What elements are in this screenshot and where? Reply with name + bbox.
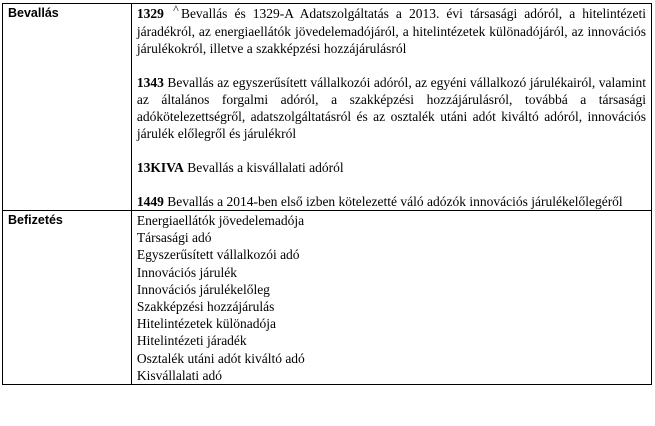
entry-text: Bevallás az egyszerűsített vállalkozói adóról, az egyéni vállalkozó járulékairól, valamint az általános forgalmi adóról, a szakképzési hozzájárulásról, továbbá a társasági adókötelezettségről, adatszolgáltatásról és az osztalék utáni adót kiváltó adóról, innovációs járulék előlegről és járulékról xyxy=(136,75,646,141)
row-label: Bevallás xyxy=(3,4,132,211)
payment-item: Szakképzési hozzájárulás xyxy=(136,299,275,315)
entry-text: Bevallás és 1329-A Adatszolgáltatás a 2013. évi társasági adóról, a hitelintézeti járadékról, az energiaellátók jövedelemadójáról, a hitelintézetek különadójáról, az innovációs járulékokról, illetve a szakképzési hozzájárulásról xyxy=(136,6,647,56)
entry-code: 13KIVA xyxy=(136,160,184,175)
entry-text: Bevallás a 2014-ben első izben kötelezetté váló adózók innovációs járulékelőlegéről xyxy=(167,194,623,209)
payment-item: Innovációs járulék xyxy=(136,264,237,280)
payment-item: Osztalék utáni adót kiváltó adó xyxy=(136,350,305,366)
entry-text: Bevallás a kisvállalati adóról xyxy=(187,160,344,175)
bevallas-content xyxy=(131,4,651,211)
tax-table xyxy=(2,3,652,385)
row-label: Befizetés xyxy=(3,211,132,385)
row-bevallas xyxy=(3,4,652,211)
befizetes-content xyxy=(131,211,651,385)
payment-item: Egyszerűsített vállalkozói adó xyxy=(136,247,300,263)
entry-13kiva xyxy=(137,159,646,176)
entry-code: 1343 xyxy=(136,75,164,90)
entry-1449 xyxy=(137,193,646,210)
caret-mark: ^ xyxy=(173,2,179,16)
row-befizetes xyxy=(3,211,652,385)
payment-item: Hitelintézeti járadék xyxy=(136,333,247,349)
payment-item: Kisvállalati adó xyxy=(136,367,222,383)
entry-code: 1449 xyxy=(136,194,164,209)
entry-1343 xyxy=(137,74,646,142)
entry-1329 xyxy=(136,2,647,57)
payment-item: Hitelintézetek különadója xyxy=(136,316,276,332)
payment-item: Innovációs járulékelőleg xyxy=(136,281,270,297)
entry-code: 1329 xyxy=(136,6,164,21)
payment-item: Energiaellátók jövedelemadója xyxy=(136,213,305,228)
payment-item: Társasági adó xyxy=(136,230,212,246)
